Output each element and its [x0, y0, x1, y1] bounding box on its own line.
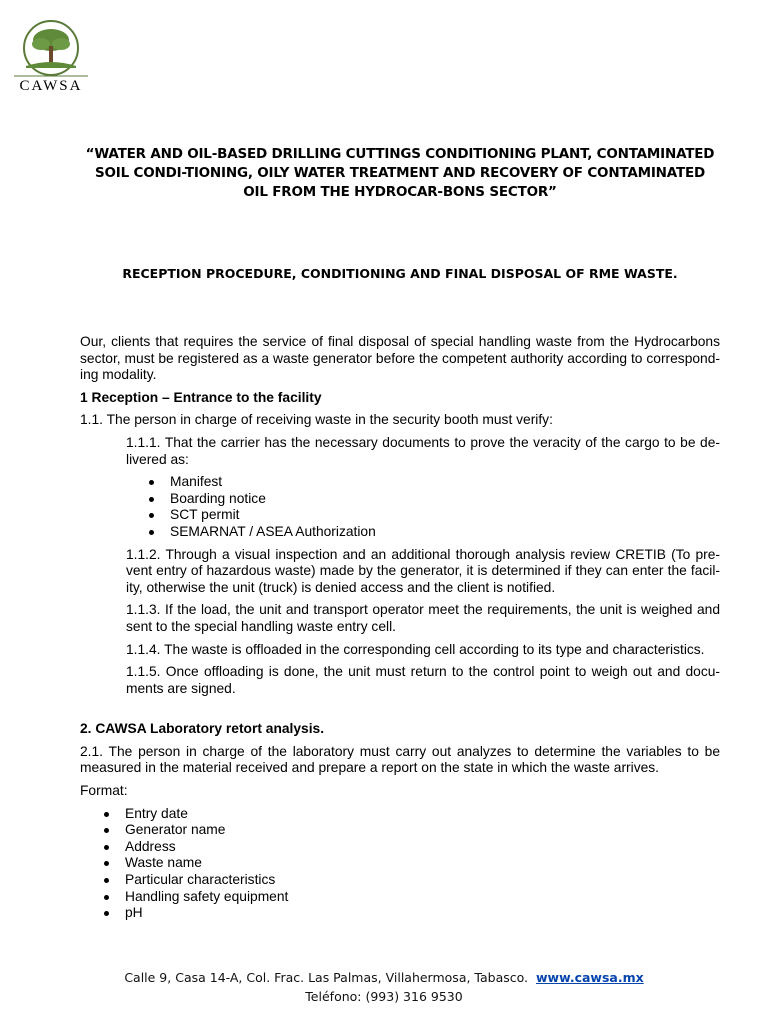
list-item: Handling safety equipment — [102, 889, 720, 906]
list-item: pH — [102, 905, 720, 922]
item-1-1-4: 1.1.4. The waste is offloaded in the corresponding cell according to its type and characteristics. — [126, 641, 705, 657]
list-item: Manifest — [147, 474, 720, 491]
company-logo — [10, 20, 92, 98]
format-list — [102, 806, 720, 922]
document-title: “WATER AND OIL-BASED DRILLING CUTTINGS CONDITIONING PLANT, CONTAMINATED SOIL CONDI-TIONING, OILY WATER TREATMENT AND RECOVERY OF CONTAMINATED OIL FROM THE HYDROCAR-BONS SECTOR” — [85, 146, 715, 200]
section-1-heading: 1 Reception – Entrance to the facility — [80, 389, 322, 405]
section-2-heading: 2. CAWSA Laboratory retort analysis. — [80, 721, 325, 737]
item-1-1: 1.1. The person in charge of receiving waste in the security booth must verify: — [80, 412, 553, 428]
footer-phone: Teléfono: (993) 316 9530 — [305, 989, 463, 1004]
website-link[interactable]: www.cawsa.mx — [535, 970, 644, 985]
item-1-1-1: 1.1.1. That the carrier has the necessary documents to prove the veracity of the cargo to be de-livered as: — [126, 434, 720, 467]
list-item: SCT permit — [147, 507, 720, 524]
document-body — [80, 334, 720, 922]
list-item: Particular characteristics — [102, 872, 720, 889]
list-item: Boarding notice — [147, 491, 720, 508]
list-item: Address — [102, 839, 720, 856]
list-item: Generator name — [102, 822, 720, 839]
list-item: Entry date — [102, 806, 720, 823]
page-footer — [0, 968, 768, 1006]
format-label: Format: — [80, 783, 128, 799]
list-item: SEMARNAT / ASEA Authorization — [147, 524, 720, 541]
logo-text: CAWSA — [19, 78, 83, 94]
item-2-1: 2.1. The person in charge of the laboratory must carry out analyzes to determine the variables to be measured in the material received and prepare a report on the state in which the waste arrives. — [80, 743, 720, 776]
footer-address: Calle 9, Casa 14-A, Col. Frac. Las Palmas, Villahermosa, Tabasco. — [124, 970, 529, 985]
item-1-1-2: 1.1.2. Through a visual inspection and an additional thorough analysis review CRETIB (To pre-vent entry of hazardous waste) made by the generator, it is determined if they can enter the facil-ity, otherwise the unit (truck) is denied access and the client is notified. — [126, 546, 720, 595]
list-item: Waste name — [102, 855, 720, 872]
intro-paragraph: Our, clients that requires the service of final disposal of special handling waste from the Hydrocarbons sector, must be registered as a waste generator before the competent authority according to correspond-ing modality. — [80, 334, 720, 383]
item-1-1-5: 1.1.5. Once offloading is done, the unit must return to the control point to weigh out and docu-ments are signed. — [126, 664, 720, 696]
document-subtitle: RECEPTION PROCEDURE, CONDITIONING AND FINAL DISPOSAL OF RME WASTE. — [122, 266, 678, 281]
item-1-1-3: 1.1.3. If the load, the unit and transport operator meet the requirements, the unit is weighed and sent to the special handling waste entry cell. — [126, 602, 720, 634]
documents-list — [147, 474, 720, 540]
tree-icon — [10, 20, 92, 80]
